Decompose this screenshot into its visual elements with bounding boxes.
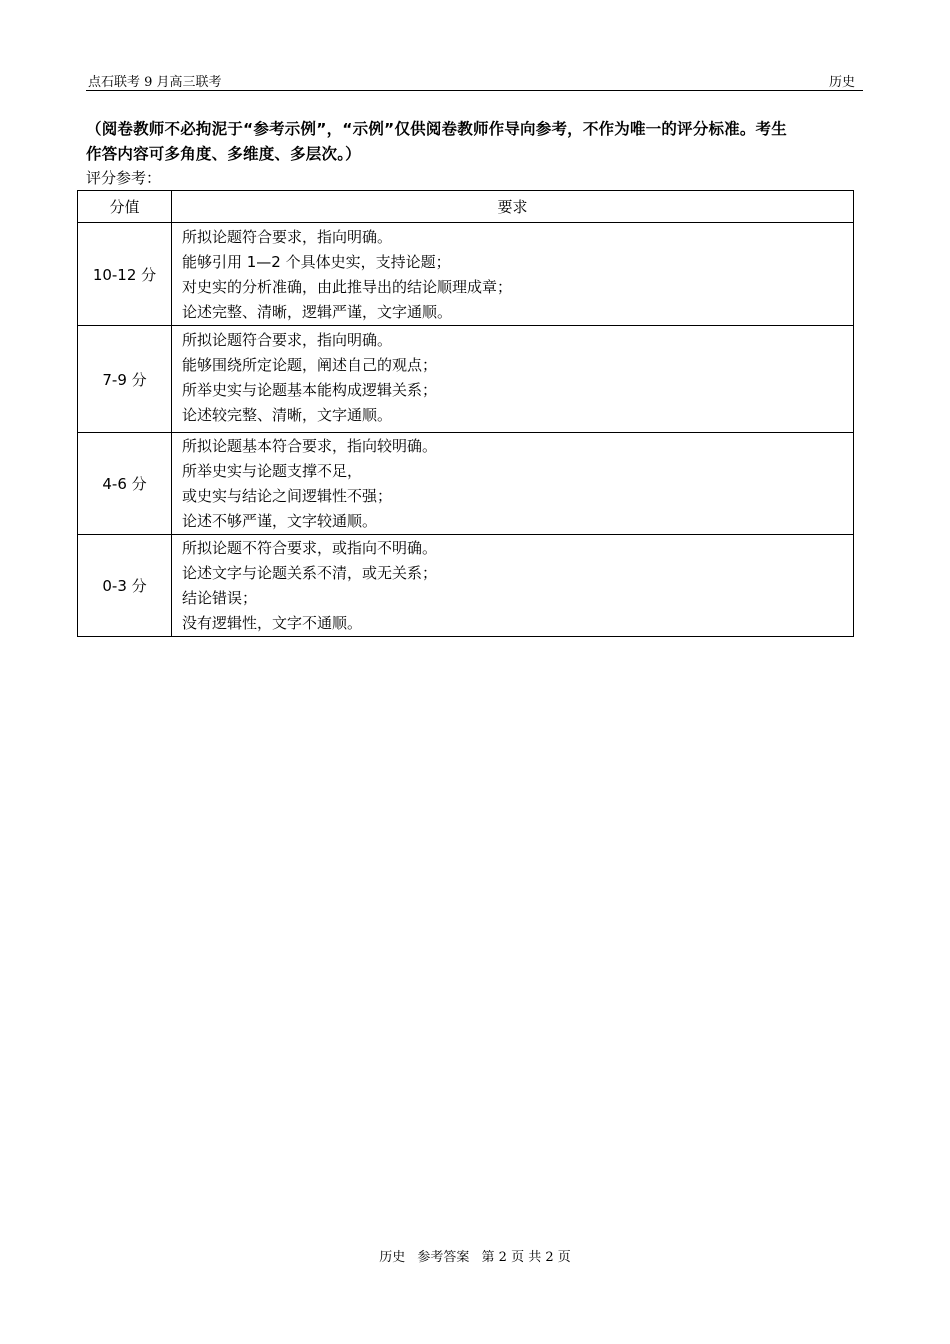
table-caption: 评分参考： [86,169,162,187]
requirement-line: 能够引用 1—2 个具体史实，支持论题； [182,253,451,271]
score-cell: 10-12 分 [78,223,172,326]
requirement-cell [172,433,854,535]
requirement-line: 论述文字与论题关系不清，或无关系； [182,564,438,582]
requirement-line: 所拟论题符合要求，指向明确。 [182,331,393,349]
footer-page-number: 第 2 页 共 2 页 [481,1250,571,1265]
requirement-line: 论述不够严谨，文字较通顺。 [182,512,378,530]
table-row [78,535,854,637]
requirement-line: 所举史实与论题支撑不足， [182,462,363,480]
table-row [78,223,854,326]
requirement-line: 或史实与结论之间逻辑性不强； [182,487,393,505]
page-footer [0,1246,950,1265]
score-cell: 7-9 分 [78,326,172,433]
requirement-line: 所拟论题基本符合要求，指向较明确。 [182,437,438,455]
header-exam-name: 点石联考 9 月高三联考 [88,75,222,90]
header-requirement: 要求 [172,191,854,223]
grading-note-line: 作答内容可多角度、多维度、多层次。） [86,145,361,163]
requirement-cell [172,326,854,433]
table-header-row [78,191,854,223]
scoring-table [77,190,854,637]
score-cell: 4-6 分 [78,433,172,535]
header-score: 分值 [78,191,172,223]
requirement-line: 所拟论题符合要求，指向明确。 [182,228,393,246]
footer-doc-type: 参考答案 [417,1250,470,1265]
grading-note-line: （阅卷教师不必拘泥于“参考示例”，“示例”仅供阅卷教师作导向参考，不作为唯一的评分标准。考生 [86,120,787,138]
requirement-line: 没有逻辑性，文字不通顺。 [182,614,363,632]
table-row [78,326,854,433]
requirement-line: 论述较完整、清晰，文字通顺。 [182,406,393,424]
requirement-line: 能够围绕所定论题，阐述自己的观点； [182,356,438,374]
grading-note [86,117,866,167]
requirement-cell [172,223,854,326]
requirement-line: 对史实的分析准确，由此推导出的结论顺理成章； [182,278,513,296]
requirement-line: 所举史实与论题基本能构成逻辑关系； [182,381,438,399]
header-subject: 历史 [828,75,855,90]
requirement-cell [172,535,854,637]
requirement-line: 论述完整、清晰，逻辑严谨，文字通顺。 [182,303,453,321]
footer-subject: 历史 [379,1250,406,1265]
page-header [86,70,863,91]
table-row [78,433,854,535]
requirement-line: 所拟论题不符合要求，或指向不明确。 [182,539,438,557]
score-cell: 0-3 分 [78,535,172,637]
requirement-line: 结论错误； [182,589,258,607]
